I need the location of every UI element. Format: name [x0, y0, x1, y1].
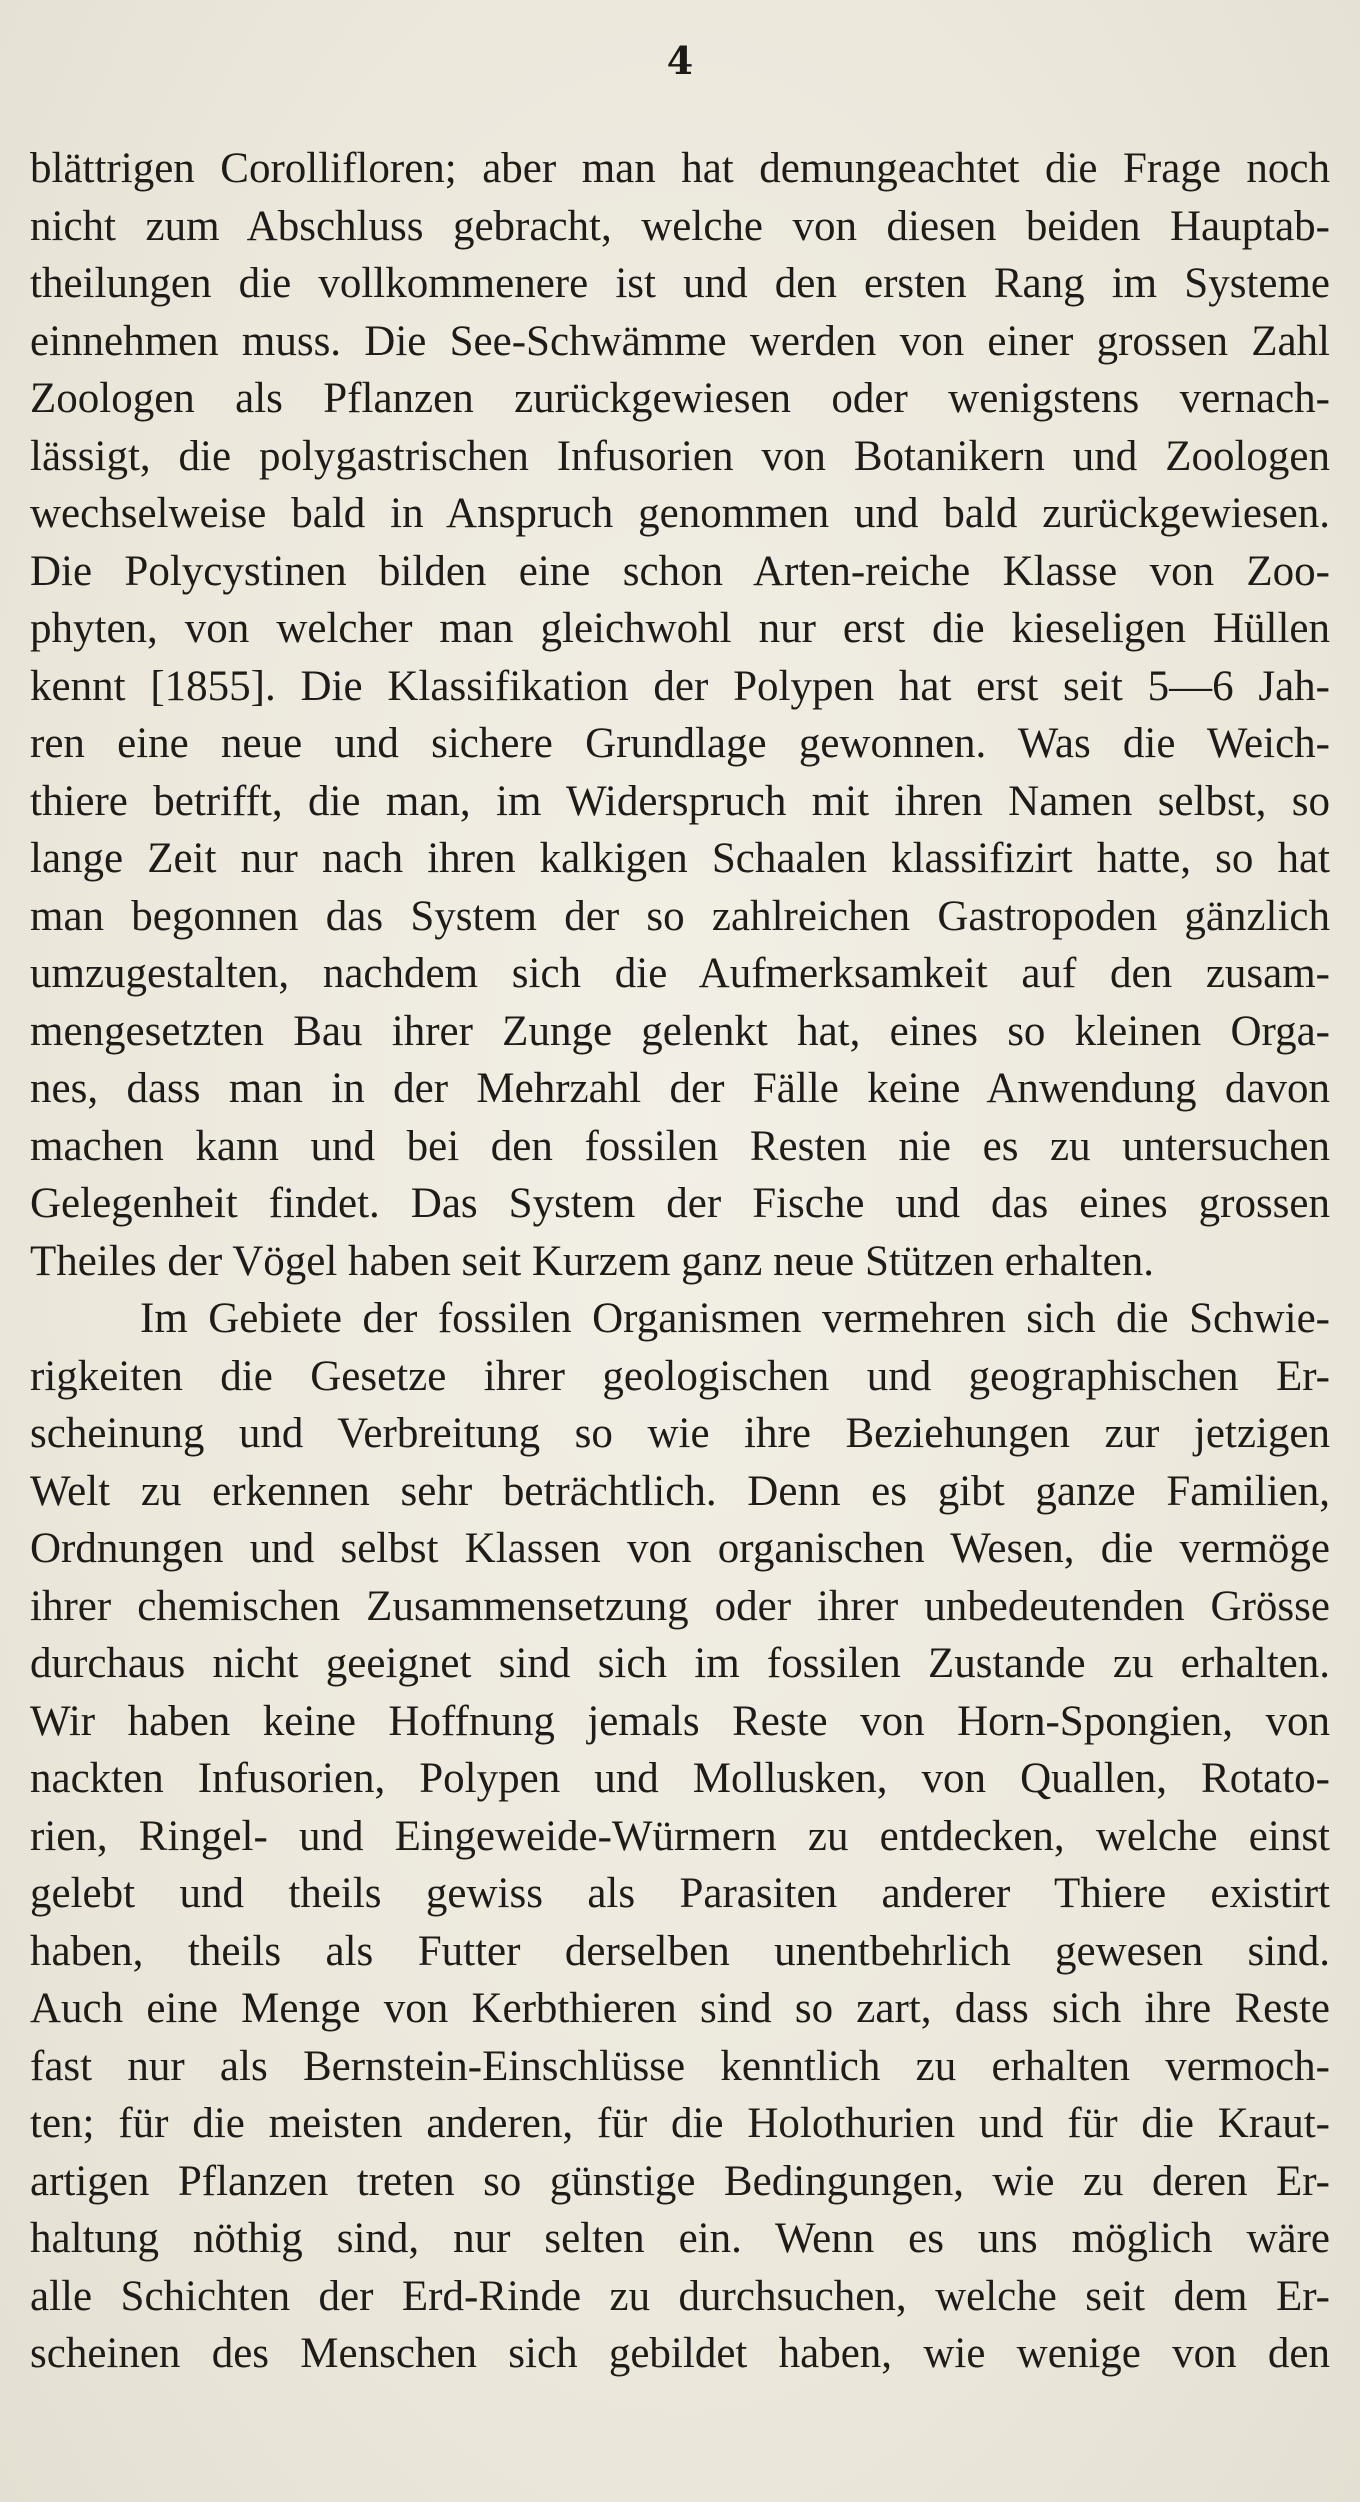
text-line: scheinung und Verbreitung so wie ihre Beziehungen zur jetzigen — [30, 1410, 1330, 1457]
text-line: Zoologen als Pflanzen zurückgewiesen oder wenigstens vernach- — [30, 375, 1330, 422]
text-line: blättrigen Corollifloren; aber man hat demungeachtet die Frage noch — [30, 145, 1330, 192]
text-line: haben, theils als Futter derselben unentbehrlich gewesen sind. — [30, 1927, 1330, 1975]
text-line: ten; für die meisten anderen, für die Holothurien und für die Kraut- — [30, 2100, 1330, 2147]
text-line: Im Gebiete der fossilen Organismen vermehren sich die Schwie- — [140, 1295, 1330, 1342]
text-line: Welt zu erkennen sehr beträchtlich. Denn es gibt ganze Familien, — [30, 1467, 1330, 1515]
text-line: Wir haben keine Hoffnung jemals Reste von Horn-Spongien, von — [30, 1697, 1330, 1745]
text-line: nes, dass man in der Mehrzahl der Fälle keine Anwendung davon — [30, 1065, 1330, 1112]
text-line: nicht zum Abschluss gebracht, welche von diesen beiden Hauptab- — [30, 202, 1330, 250]
text-line: kennt [1855]. Die Klassifikation der Polypen hat erst seit 5—6 Jah- — [30, 662, 1330, 710]
text-line: lange Zeit nur nach ihren kalkigen Schaalen klassifizirt hatte, so hat — [30, 835, 1330, 882]
text-line: nackten Infusorien, Polypen und Mollusken, von Quallen, Rotato- — [30, 1755, 1330, 1802]
text-line: wechselweise bald in Anspruch genommen und bald zurückgewiesen. — [30, 490, 1330, 537]
body-text — [30, 140, 1330, 2383]
text-line: umzugestalten, nachdem sich die Aufmerksamkeit auf den zusam- — [30, 950, 1330, 997]
text-line: Gelegenheit findet. Das System der Fische und das eines grossen — [30, 1180, 1330, 1227]
text-line: thiere betrifft, die man, im Widerspruch mit ihren Namen selbst, so — [30, 777, 1330, 825]
text-line: lässigt, die polygastrischen Infusorien von Botanikern und Zoologen — [30, 432, 1330, 480]
text-line: phyten, von welcher man gleichwohl nur erst die kieseligen Hüllen — [30, 605, 1330, 652]
text-line: rigkeiten die Gesetze ihrer geologischen und geographischen Er- — [30, 1352, 1330, 1400]
text-line: Die Polycystinen bilden eine schon Arten-reiche Klasse von Zoo- — [30, 547, 1330, 595]
text-line: theilungen die vollkommenere ist und den ersten Rang im Systeme — [30, 260, 1330, 307]
text-line: artigen Pflanzen treten so günstige Bedingungen, wie zu deren Er- — [30, 2157, 1330, 2205]
text-line: ren eine neue und sichere Grundlage gewonnen. Was die Weich- — [30, 720, 1330, 767]
text-line: einnehmen muss. Die See-Schwämme werden von einer grossen Zahl — [30, 317, 1330, 365]
text-line: Theiles der Vögel haben seit Kurzem ganz neue Stützen erhalten. — [30, 1237, 1154, 1285]
page-number: 4 — [666, 38, 694, 83]
text-line: Auch eine Menge von Kerbthieren sind so zart, dass sich ihre Reste — [30, 1985, 1330, 2032]
text-line: Ordnungen und selbst Klassen von organischen Wesen, die vermöge — [30, 1525, 1330, 1572]
text-line: alle Schichten der Erd-Rinde zu durchsuchen, welche seit dem Er- — [30, 2272, 1330, 2320]
text-line: mengesetzten Bau ihrer Zunge gelenkt hat, eines so kleinen Orga- — [30, 1007, 1330, 1055]
text-line: scheinen des Menschen sich gebildet haben, wie wenige von den — [30, 2330, 1330, 2377]
text-line: haltung nöthig sind, nur selten ein. Wenn es uns möglich wäre — [30, 2215, 1330, 2262]
text-line: fast nur als Bernstein-Einschlüsse kenntlich zu erhalten vermoch- — [30, 2042, 1330, 2090]
text-line: rien, Ringel- und Eingeweide-Würmern zu entdecken, welche einst — [30, 1812, 1330, 1860]
text-line: ihrer chemischen Zusammensetzung oder ihrer unbedeutenden Grösse — [30, 1582, 1330, 1630]
text-line: gelebt und theils gewiss als Parasiten anderer Thiere existirt — [30, 1870, 1330, 1917]
text-line: machen kann und bei den fossilen Resten nie es zu untersuchen — [30, 1122, 1330, 1170]
text-line: durchaus nicht geeignet sind sich im fossilen Zustande zu erhalten. — [30, 1640, 1330, 1687]
text-line: man begonnen das System der so zahlreichen Gastropoden gänzlich — [30, 892, 1330, 940]
